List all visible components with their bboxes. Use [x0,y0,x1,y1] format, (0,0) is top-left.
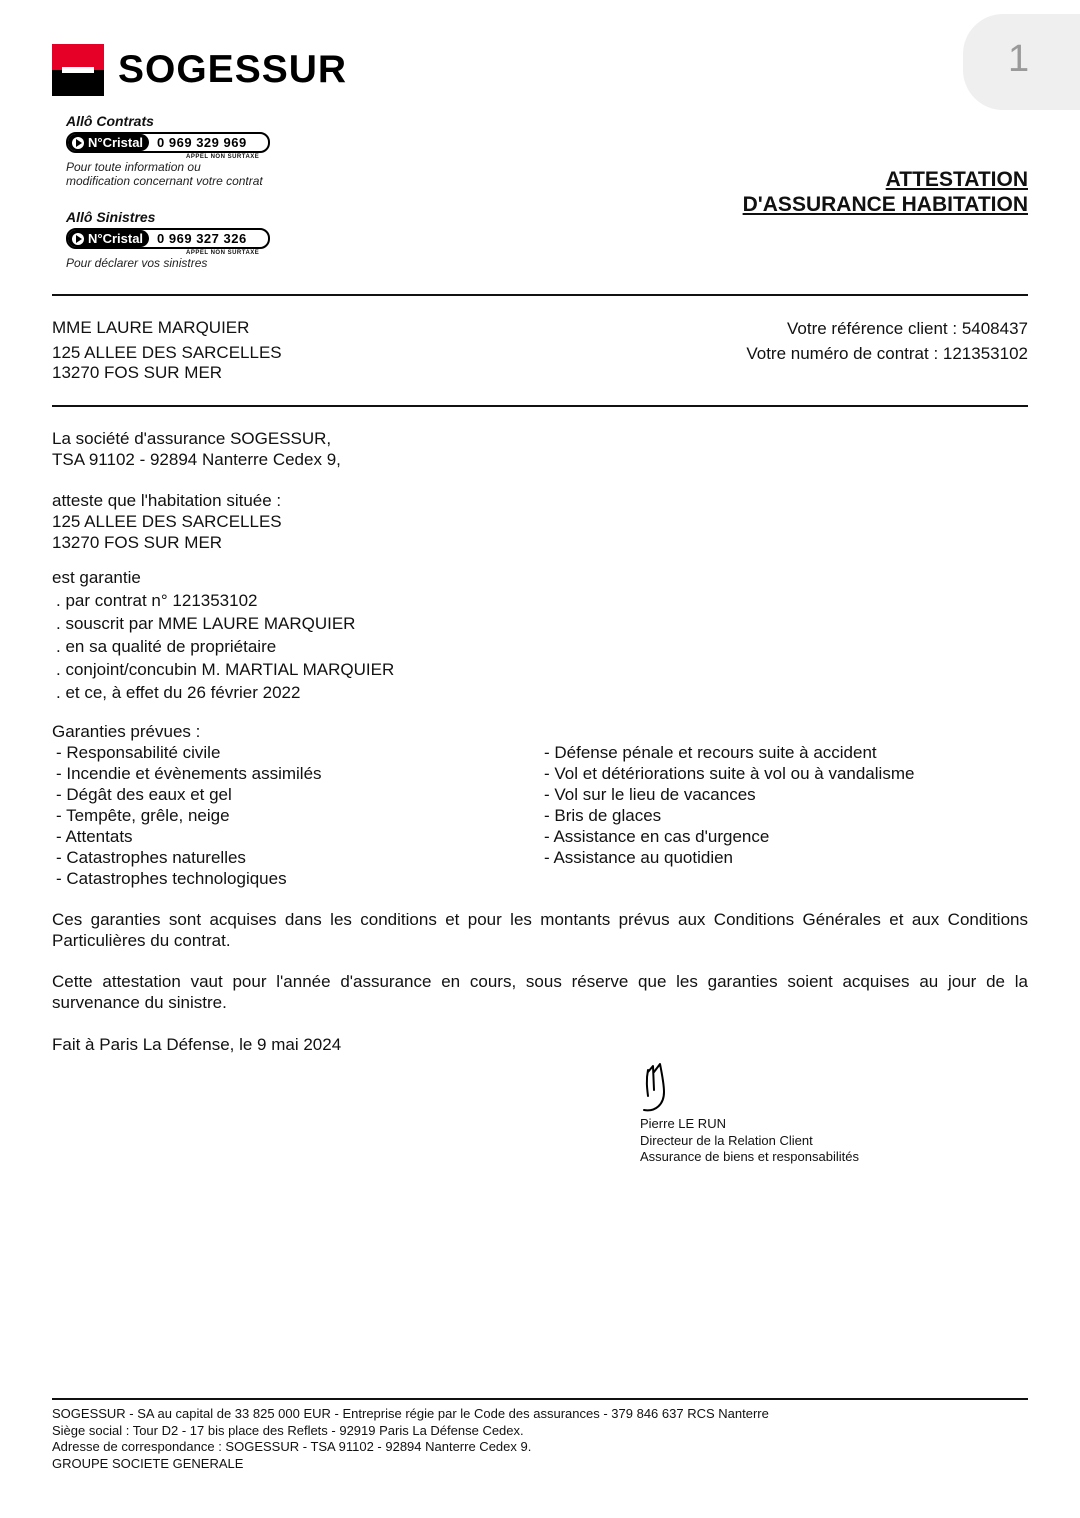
garantie-item: - Assistance en cas d'urgence [544,827,770,846]
garanties-right-list [544,742,914,868]
allo-contrats-phone-badge [66,132,270,153]
guarantee-item: . conjoint/concubin M. MARTIAL MARQUIER [56,660,395,679]
allo-contrats-desc-1: Pour toute information ou [66,160,201,174]
contract-number: Votre numéro de contrat : 121353102 [746,344,1028,363]
attestation-intro: atteste que l'habitation située : [52,491,282,510]
footer [52,1406,769,1472]
allo-sinistres-phone-badge [66,228,270,249]
insurer-line-1: La société d'assurance SOGESSUR, [52,429,332,448]
footer-line-1: SOGESSUR - SA au capital de 33 825 000 EUR - Entreprise régie par le Code des assurances - 379 846 637 RCS Nanterre [52,1406,769,1421]
signatory-name: Pierre LE RUN [640,1116,726,1131]
signatory-dept: Assurance de biens et responsabilités [640,1149,859,1164]
garantie-item: - Dégât des eaux et gel [56,785,232,804]
insurer-block [52,428,341,470]
garantie-item: - Vol sur le lieu de vacances [544,785,756,804]
guarantee-item: . souscrit par MME LAURE MARQUIER [56,614,356,633]
surtaxe-note: APPEL NON SURTAXE [186,154,260,160]
guarantee-item: . par contrat n° 121353102 [56,591,258,610]
garanties-left-list [56,742,322,889]
garanties-heading: Garanties prévues : [52,722,201,741]
recipient-address [52,316,282,384]
garantie-item: - Incendie et évènements assimilés [56,764,322,783]
footer-line-2: Siège social : Tour D2 - 17 bis place des Reflets - 92919 Paris La Défense Cedex. [52,1422,524,1438]
signatory-role: Directeur de la Relation Client [640,1132,813,1148]
cristal-label: N°Cristal [88,231,144,246]
recipient-name: MME LAURE MARQUIER [52,318,250,337]
garantie-item: - Bris de glaces [544,806,662,825]
allo-contrats-phone: 0 969 329 969 [157,135,247,150]
garantie-item: - Responsabilité civile [56,743,221,762]
garantie-item: - Vol et détériorations suite à vol ou à vandalisme [544,764,915,783]
garantie-item: - Tempête, grêle, neige [56,806,230,825]
divider [52,294,1028,296]
cristal-label: N°Cristal [88,135,144,150]
garantie-item: - Attentats [56,827,133,846]
guarantee-item: . et ce, à effet du 26 février 2022 [56,683,301,702]
guarantee-item: . en sa qualité de propriétaire [56,637,277,656]
allo-contrats-block [66,113,270,188]
allo-contrats-title: Allô Contrats [66,113,154,129]
attestation-city: 13270 FOS SUR MER [52,533,223,552]
attestation-block [52,490,282,553]
document-title [743,167,1028,217]
allo-sinistres-block [66,209,270,270]
title-line-2: D'ASSURANCE HABITATION [742,193,1028,216]
page-number: 1 [1008,38,1030,80]
recipient-street: 125 ALLEE DES SARCELLES [52,343,282,362]
allo-sinistres-phone: 0 969 327 326 [157,231,247,246]
sogessur-logo-icon [52,44,104,96]
insurer-line-2: TSA 91102 - 92894 Nanterre Cedex 9, [52,450,341,469]
guarantee-heading: est garantie [52,568,141,587]
title-line-1: ATTESTATION [885,168,1028,191]
footer-line-4: GROUPE SOCIETE GENERALE [52,1455,244,1471]
place-date: Fait à Paris La Défense, le 9 mai 2024 [52,1035,342,1054]
client-reference: Votre référence client : 5408437 [787,319,1028,338]
garantie-item: - Défense pénale et recours suite à accident [544,743,877,762]
garantie-item: - Catastrophes naturelles [56,848,246,867]
footer-line-3: Adresse de correspondance : SOGESSUR - TSA 91102 - 92894 Nanterre Cedex 9. [52,1439,532,1454]
brand-name: SOGESSUR [118,48,348,91]
play-icon [72,233,84,245]
client-references [746,316,1028,366]
garantie-item: - Assistance au quotidien [544,848,734,867]
conditions-paragraph: Ces garanties sont acquises dans les conditions et pour les montants prévus aux Conditions Générales et aux Conditions Particulières du contrat. [52,910,1028,950]
recipient-city: 13270 FOS SUR MER [52,363,223,382]
garantie-item: - Catastrophes technologiques [56,869,287,888]
guarantee-block [52,566,394,704]
allo-sinistres-desc: Pour déclarer vos sinistres [66,256,208,270]
attestation-street: 125 ALLEE DES SARCELLES [52,512,282,531]
signature-icon [638,1060,678,1116]
footer-divider [52,1398,1028,1400]
allo-sinistres-title: Allô Sinistres [66,209,156,225]
surtaxe-note: APPEL NON SURTAXE [186,250,260,256]
play-icon [72,137,84,149]
signatory-block [640,1116,859,1166]
allo-contrats-desc-2: modification concernant votre contrat [66,174,263,188]
validity-paragraph: Cette attestation vaut pour l'année d'assurance en cours, sous réserve que les garanties soient acquises au jour de la survenance du sinistre. [52,972,1028,1012]
divider [52,405,1028,407]
